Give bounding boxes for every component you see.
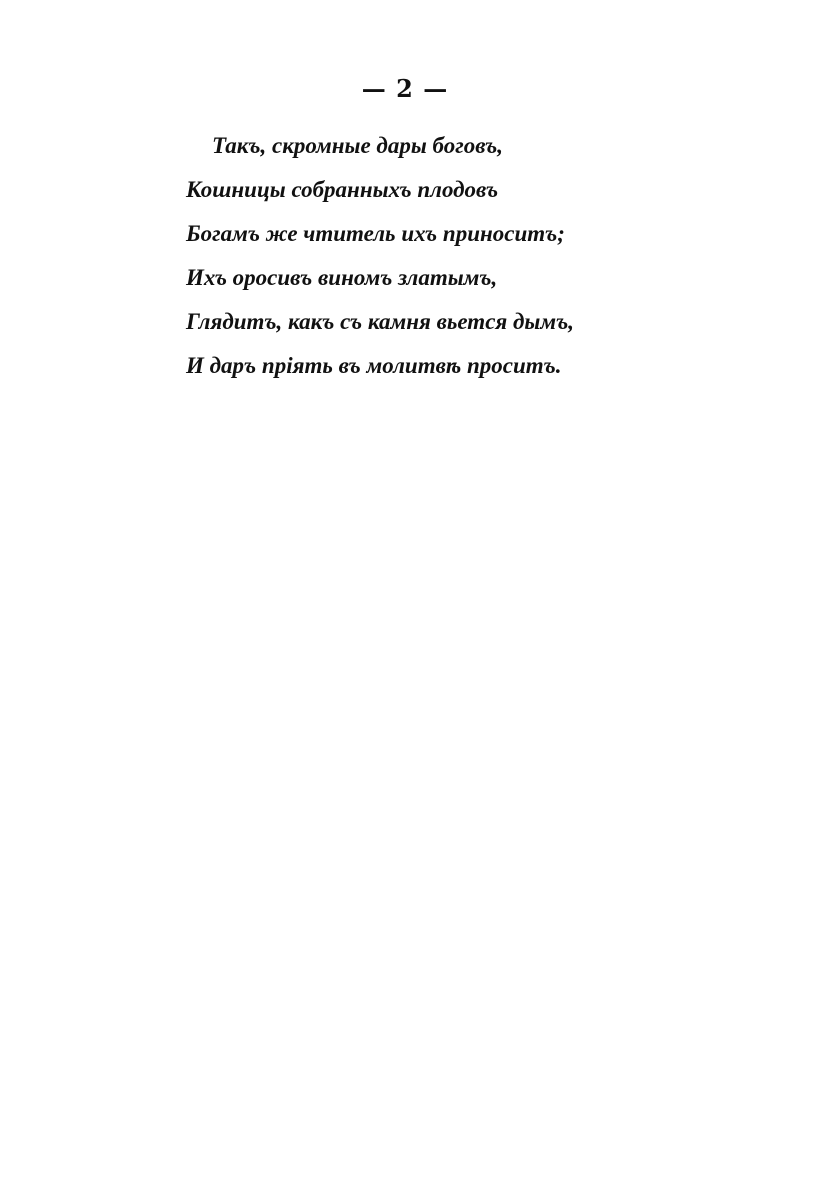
poem-stanza [186, 124, 574, 388]
verse-line: Кошницы собранныхъ плодовъ [186, 177, 499, 202]
verse-line: Богамъ же чтитель ихъ приноситъ; [186, 221, 565, 246]
verse-line: И даръ прiять въ молитвѣ проситъ. [186, 353, 562, 378]
verse-line: Глядитъ, какъ съ камня вьется дымъ, [186, 309, 575, 334]
verse-line: Такъ, скромные дары боговъ, [212, 133, 504, 158]
verse-line: Ихъ оросивъ виномъ златымъ, [186, 265, 498, 290]
page-number: — 2 — [361, 74, 449, 103]
